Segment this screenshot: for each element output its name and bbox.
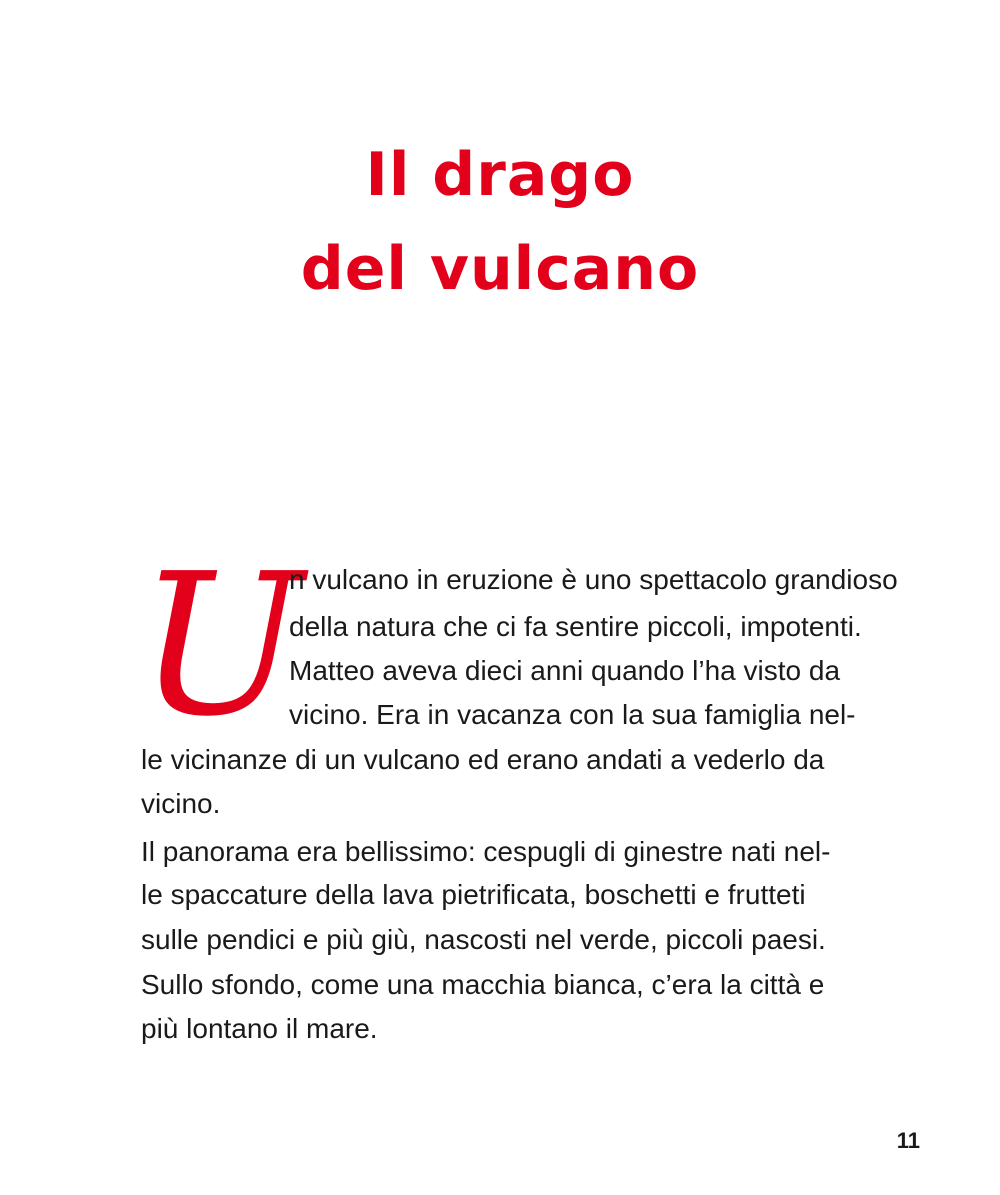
- paragraph-line: le spaccature della lava pietrificata, boschetti e frutteti: [141, 879, 806, 910]
- chapter-title-line-2: del vulcano: [300, 234, 700, 304]
- paragraph-line: vicino.: [141, 788, 221, 819]
- chapter-title: [0, 128, 1000, 316]
- drop-cap-letter: U: [138, 532, 304, 760]
- paragraph-line: Matteo aveva dieci anni quando l’ha visto da: [289, 655, 841, 686]
- paragraph-line: Sullo sfondo, come una macchia bianca, c’era la città e: [141, 969, 825, 1000]
- paragraph-line: più lontano il mare.: [141, 1013, 378, 1044]
- paragraph-line: della natura che ci fa sentire piccoli, impotenti.: [289, 611, 862, 642]
- paragraph-line: n vulcano in eruzione è uno spettacolo grandioso: [289, 564, 898, 595]
- paragraph-line: vicino. Era in vacanza con la sua famiglia nel-: [289, 699, 856, 730]
- page-number: 11: [896, 1128, 920, 1153]
- paragraph-line: sulle pendici e più giù, nascosti nel verde, piccoli paesi.: [141, 924, 826, 955]
- chapter-title-line-1: Il drago: [365, 140, 635, 210]
- paragraph-line: le vicinanze di un vulcano ed erano andati a vederlo da: [141, 744, 825, 775]
- paragraph-line: Il panorama era bellissimo: cespugli di ginestre nati nel-: [141, 836, 831, 867]
